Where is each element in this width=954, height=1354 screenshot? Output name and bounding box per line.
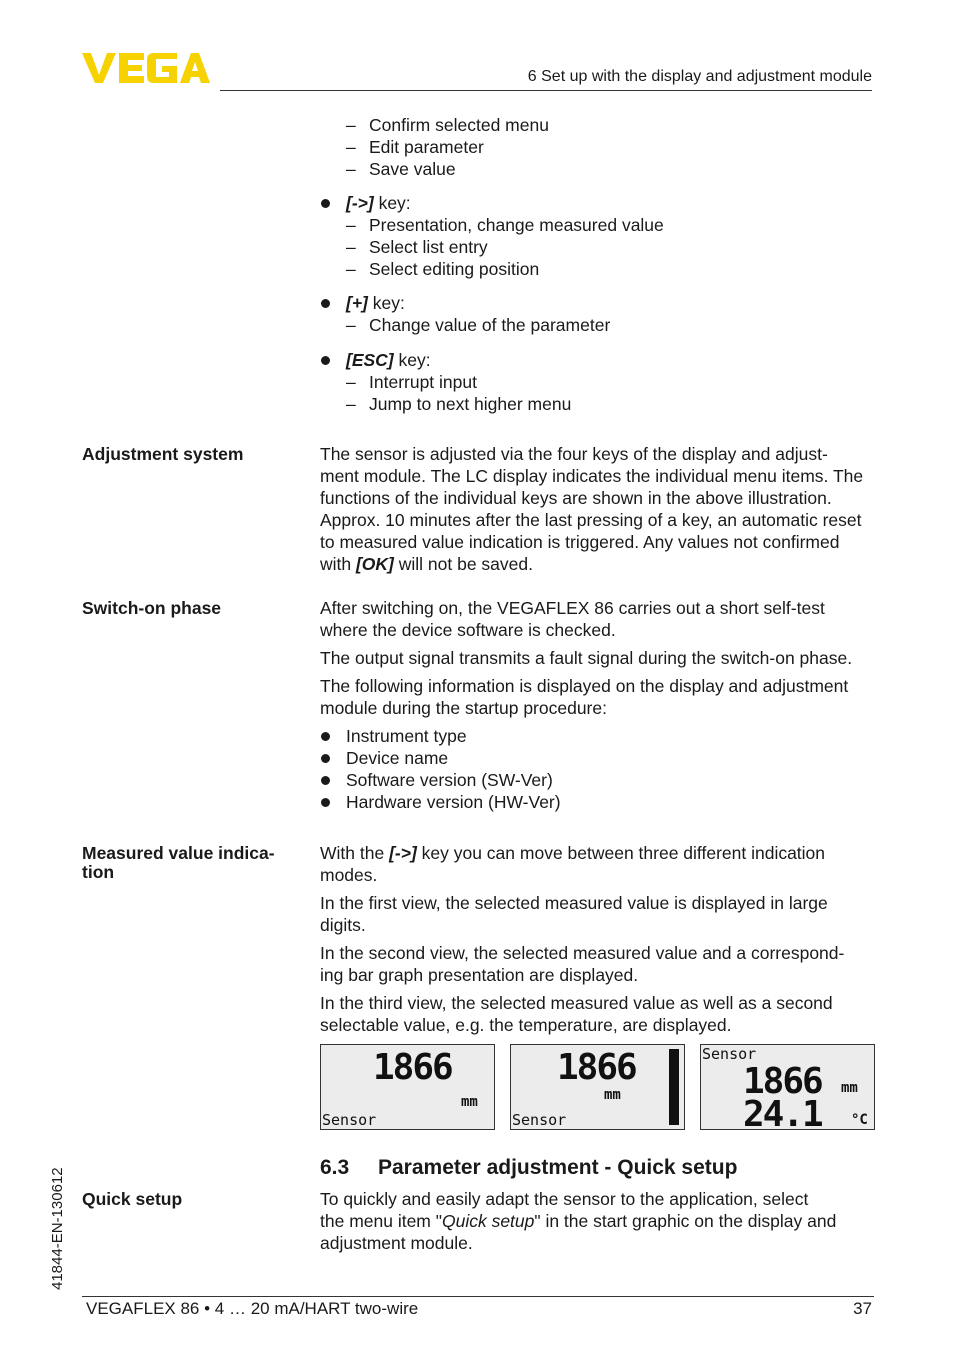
ok-key-list bbox=[320, 114, 876, 180]
text-line bbox=[320, 553, 876, 575]
lcd-bargraph bbox=[669, 1049, 679, 1125]
footer-rule bbox=[82, 1296, 874, 1297]
switch-on-label: Switch-on phase bbox=[82, 598, 222, 618]
lcd-unit: mm bbox=[604, 1087, 621, 1103]
text-line bbox=[320, 1210, 876, 1232]
text-line bbox=[320, 842, 876, 864]
esc-key-name: [ESC] bbox=[346, 350, 394, 370]
key-suffix: key: bbox=[367, 293, 405, 313]
text-line: In the first view, the selected measured value is displayed in large bbox=[320, 893, 828, 913]
text-line: To quickly and easily adapt the sensor to the application, select bbox=[320, 1189, 809, 1209]
text-line: to measured value indication is triggered. Any values not confirmed bbox=[320, 532, 840, 552]
list-item: – Confirm selected menu bbox=[320, 114, 876, 136]
lcd-value: 1866 bbox=[557, 1047, 636, 1088]
lcd-value: 1866 bbox=[743, 1061, 822, 1102]
section-title: Parameter adjustment - Quick setup bbox=[378, 1156, 738, 1179]
switch-on-text bbox=[320, 597, 876, 813]
list-item: Device name bbox=[320, 747, 876, 769]
quick-setup-text bbox=[320, 1188, 876, 1254]
text-line: selectable value, e.g. the temperature, are displayed. bbox=[320, 1015, 732, 1035]
esc-key-heading bbox=[320, 349, 876, 371]
header-rule bbox=[220, 90, 872, 91]
list-item: – Select editing position bbox=[320, 258, 876, 280]
section-number: 6.3 bbox=[320, 1156, 350, 1179]
chapter-header: 6 Set up with the display and adjustment module bbox=[527, 68, 872, 85]
measured-value-text bbox=[320, 842, 876, 1036]
lcd-label: Sensor bbox=[322, 1111, 377, 1129]
label-line: Measured value indica- bbox=[82, 843, 275, 863]
adjustment-system-label: Adjustment system bbox=[82, 444, 244, 464]
menu-item-name: Quick setup bbox=[441, 1211, 535, 1231]
ok-key-name: [OK] bbox=[355, 554, 394, 574]
arrow-key-name: [->] bbox=[346, 193, 374, 213]
lcd-display-large-digits bbox=[320, 1044, 495, 1130]
text-line: After switching on, the VEGAFLEX 86 carries out a short self-test bbox=[320, 598, 825, 618]
text-line: In the third view, the selected measured value as well as a second bbox=[320, 993, 833, 1013]
list-item: – Save value bbox=[320, 158, 876, 180]
arrow-key-heading bbox=[320, 192, 876, 214]
arrow-key-block bbox=[320, 192, 876, 280]
footer-product: VEGAFLEX 86 • 4 … 20 mA/HART two-wire bbox=[86, 1299, 419, 1318]
text-line: adjustment module. bbox=[320, 1233, 473, 1253]
list-item: Instrument type bbox=[320, 725, 876, 747]
text-line: where the device software is checked. bbox=[320, 620, 616, 640]
list-item: Software version (SW-Ver) bbox=[320, 769, 876, 791]
lcd-second-unit: °C bbox=[851, 1112, 868, 1128]
key-suffix: key: bbox=[373, 193, 411, 213]
text-line: digits. bbox=[320, 915, 366, 935]
text-fragment: the menu item " bbox=[320, 1211, 442, 1231]
list-item: – Jump to next higher menu bbox=[320, 393, 876, 415]
vega-logo bbox=[82, 50, 212, 86]
text-line: In the second view, the selected measured value and a correspond- bbox=[320, 943, 845, 963]
section-heading bbox=[320, 1156, 737, 1180]
list-item: – Select list entry bbox=[320, 236, 876, 258]
arrow-key-name: [->] bbox=[389, 843, 417, 863]
esc-key-block bbox=[320, 349, 876, 415]
list-item: – Interrupt input bbox=[320, 371, 876, 393]
text-line: ing bar graph presentation are displayed. bbox=[320, 965, 639, 985]
lcd-label: Sensor bbox=[702, 1045, 757, 1063]
lcd-value: 1866 bbox=[373, 1047, 452, 1088]
plus-key-block bbox=[320, 292, 876, 336]
list-item: Hardware version (HW-Ver) bbox=[320, 791, 876, 813]
quick-setup-label: Quick setup bbox=[82, 1189, 183, 1209]
plus-key-heading bbox=[320, 292, 876, 314]
lcd-unit: mm bbox=[461, 1094, 478, 1110]
lcd-label: Sensor bbox=[512, 1111, 567, 1129]
text-fragment: key you can move between three different indication bbox=[416, 843, 826, 863]
text-line: The following information is displayed on the display and adjustment bbox=[320, 676, 849, 696]
text-line: module during the startup procedure: bbox=[320, 698, 607, 718]
lcd-second-value: 24.1 bbox=[743, 1094, 822, 1130]
adjustment-system-text bbox=[320, 443, 876, 575]
lcd-unit: mm bbox=[841, 1080, 858, 1096]
document-id: 41844-EN-130612 bbox=[49, 1167, 66, 1290]
text-line: ment module. The LC display indicates the individual menu items. The bbox=[320, 466, 864, 486]
label-line: tion bbox=[82, 862, 115, 882]
text-fragment: " in the start graphic on the display and bbox=[534, 1211, 837, 1231]
text-fragment: will not be saved. bbox=[393, 554, 533, 574]
text-line: The sensor is adjusted via the four keys of the display and adjust- bbox=[320, 444, 828, 464]
key-suffix: key: bbox=[393, 350, 431, 370]
text-line: functions of the individual keys are shown in the above illustration. bbox=[320, 488, 832, 508]
list-item: – Edit parameter bbox=[320, 136, 876, 158]
measured-value-label bbox=[82, 844, 297, 882]
list-item: – Change value of the parameter bbox=[320, 314, 876, 336]
text-fragment: with bbox=[320, 554, 356, 574]
text-line: The output signal transmits a fault signal during the switch-on phase. bbox=[320, 648, 853, 668]
text-line: Approx. 10 minutes after the last pressing of a key, an automatic reset bbox=[320, 510, 862, 530]
page-number: 37 bbox=[853, 1299, 872, 1318]
plus-key-name: [+] bbox=[346, 293, 368, 313]
text-fragment: With the bbox=[320, 843, 390, 863]
list-item: – Presentation, change measured value bbox=[320, 214, 876, 236]
text-line: modes. bbox=[320, 865, 378, 885]
lcd-display-dual-value bbox=[700, 1044, 875, 1130]
lcd-display-bargraph bbox=[510, 1044, 685, 1130]
